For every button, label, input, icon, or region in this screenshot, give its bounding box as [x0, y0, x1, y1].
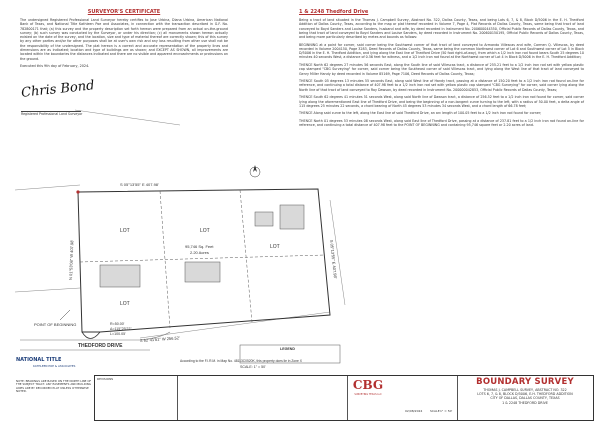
- boundary-curve: [82, 332, 100, 339]
- title-company-logo: NATIONAL TITLE: [16, 357, 62, 363]
- curve-data: [110, 322, 132, 336]
- svg-text:Δ=115°25'22": Δ=115°25'22": [110, 327, 132, 331]
- street-name: THEDFORD DRIVE: [78, 343, 123, 349]
- survey-title: BOUNDARY SURVEY: [476, 377, 574, 387]
- scale-label: SCALE: [430, 409, 440, 413]
- subtitle-line-1: THOMAS J. CAMPBELL SURVEY, ABSTRACT NO. 322: [483, 388, 567, 392]
- company-logo-sub: SURVEYING TEXAS LLC: [354, 393, 382, 396]
- pob-marker: [76, 190, 79, 193]
- bearing-top: S 05°13'55" E 407.98': [120, 182, 159, 187]
- certificate-date: Executed this 9th day of February, 2024.: [20, 63, 90, 68]
- pob-leader: [60, 310, 70, 320]
- description-paragraph: THENCE North 62 degrees 27 minutes 56 seconds East, along the South line of said Villescas tract, a distance of 255.21 feet to a 1/2 inch iron rod set with yellow plastic cap stamped "CBG Surveying" for corner, said corner being the Southeast corner of said Villescas tract, and lying along the West line of that tract of land conveyed to Genry Miller Handy by deed recorded in Volume 85169, Page 7106, Deed Records of Dallas County, Texas;: [299, 63, 584, 76]
- legend-title: LEGEND: [280, 347, 295, 351]
- lot-label-4: LOT: [120, 301, 130, 307]
- lot-label-1: LOT: [120, 228, 130, 234]
- description-paragraph: BEGINNING at a point for corner, said corner being the Southwest corner of that tract of land conveyed to Armando Villescas and wife, Carmen Q. Villescas, by deed recorded in Volume 2004150, Page 3283, Deed Records of Dallas County, Texas, same being the common Northwest corner of Lot 6 and Southwest corner of Lot 5 in Block D/5006 in the E. H. Thedford Addition, and lying along the East line of Thedford Drive (50 foot right-of-way), from which a 1/2 inch iron rod found bears South 25 degrees 10 minutes 40 seconds West, a distance of 0.56 feet for witness, and a 1/2 inch iron rod found at the Northwest corner of Lot 4 in Block D/5006 in the E. H. Thedford Addition;: [299, 42, 584, 60]
- flood-note: According to the F.I.R.M. in Map No. 48113C0520K, this property does lie in Zone X: [180, 359, 302, 363]
- survey-subtitle: [460, 388, 590, 405]
- signature-label: Registered Professional Land Surveyor: [21, 112, 83, 116]
- area-text-acres: 2.20 Acres: [190, 250, 209, 255]
- certificate-body: The undersigned Registered Professional Land Surveyor hereby certifies to Jose Urbina, Diana Urbina, American National Bank of Texas, and National Title Kathleen Poe and Associates, in connection with the transaction described in G.F. No. 782800171 that; (a) this survey and the property description set forth hereon were prepared from an actual on-the-ground survey; (b) such survey was conducted by the Surveyor, or under his direction; (c) all monuments shown hereon actually existed on the date of the survey, and the location, size and type of material thereof are correctly shown; this of this survey by any other parties and/or for other purposes shall be at user's own risk and any loss resulting from other use shall not be the responsibility of the undersigned. The plat hereon is a correct and accurate representation of the property lines and dimensions are as indicated; location and type of buildings are as shown; and EXCEPT AS SHOWN, all improvements are located within the boundaries the distances indicated and there are no visible and apparent encroachments or protrusions on the ground.: [20, 18, 228, 61]
- lot-label-2: LOT: [200, 228, 210, 234]
- certificate-title: SURVEYOR'S CERTIFICATE: [87, 9, 161, 15]
- subtitle-line-4: 1 & 2248 THEDFORD DRIVE: [502, 400, 548, 405]
- bearing-bottom: S 62°41'51" W 256.52': [139, 335, 180, 343]
- svg-text:L=100.05': L=100.05': [110, 332, 126, 336]
- info-column: [177, 376, 348, 420]
- description-paragraph: THENCE South 05 degrees 13 minutes 55 seconds East, along said West line of Handy tract, passing at a distance of 150.20 feet to a 1/2 inch iron rod found on-line for reference, and continuing a total distance of 407.98 feet to a 1/2 inch iron rod set with yellow plastic cap stamped "CBG Surveying" for corner, said corner lying along the North line of that tract of land conveyed to Roy Dawson, by deed recorded in Instrument No. 200000042853, Official Public Records of Dallas County, Texas;: [299, 79, 584, 92]
- subtitle-line-3: CITY OF DALLAS, DALLAS COUNTY, TEXAS: [490, 396, 560, 401]
- company-logo: CBG: [352, 378, 384, 392]
- bearing-left: N 01°53'08" W 407.98': [68, 239, 75, 281]
- revisions-label: REVISIONS: [97, 377, 114, 381]
- revisions-column: [95, 376, 178, 420]
- scale-value: 1" = 50': [440, 409, 453, 413]
- area-text-sqft: 95,746 Sq. Feet: [185, 244, 214, 249]
- description-paragraph: THENCE Along said curve to the left, along the East line of said Thedford Drive, an arc length of 100.05 feet to a 1/2 inch iron rod found for corner;: [299, 111, 542, 116]
- date-text: 02/08/2024: [405, 409, 423, 413]
- description-paragraph: THENCE South 62 degrees 41 minutes 51 seconds West, along said North line of Dawson tract, a distance of 256.52 feet to a 1/2 inch iron rod found for corner, said corner lying along the aforementioned East line of Thedford Drive, and being the beginning of a non-tangent curve turning to the left, with a radius of 50.00 feet, a delta angle of 115 degrees 25 minutes 22 seconds, a chord bearing of North 45 degrees 53 minutes 34 seconds West, and a chord length of 66.78 feet;: [299, 95, 584, 108]
- property-address-title: 1 & 2248 Thedford Drive: [299, 9, 369, 15]
- pob-label: POINT OF BEGINNING: [34, 322, 77, 327]
- bearing-right: S 05°13'55" E 407.98': [329, 239, 339, 279]
- title-company-sub: KATHLEEN POE & ASSOCIATES: [33, 364, 76, 368]
- lot-label-3: LOT: [270, 244, 280, 250]
- surveyor-signature: Chris Bond: [20, 78, 96, 101]
- north-arrow-icon: [250, 165, 260, 177]
- scale-text: SCALE: 1" = 50': [240, 365, 266, 369]
- survey-notes: NOTE: BEARINGS ARE BASED ON THE NORTH LINE OF THE SUBJECT TRACT. ANY EASEMENTS AND BUILDING LINES ARE BY RECORDED PLAT UNLESS OTHERWISE NOTED.: [16, 379, 92, 393]
- svg-text:R=50.00': R=50.00': [110, 322, 125, 326]
- subtitle-line-2: LOTS 6, 7, & 8, BLOCK D/5006, E.H. THEDFORD ADDITION: [477, 392, 573, 397]
- description-paragraph: Being a tract of land situated in the Thomas J. Campbell Survey, Abstract No. 322, Dallas County, Texas, and being Lots 6, 7, & 8, Block D/5006 in the E. H. Thedford Addition of Dallas County, Texas, according to the map or plat thereof recorded in Volume 7, Page 4, Plat Records of Dallas County, Texas, same being that tract of land conveyed to Boyd Sanders and Louise Sanders, husband and wife, by deed recorded in Instrument No. 200600044350, Official Public Records of Dallas County, Texas, and being that tract of land conveyed to Boyd Sanders and Louise Sanders, by deed recorded in Instrument No. 200600150195, Official Public Records of Dallas County, Texas, and being more particularly described by metes and bounds as follows:: [299, 18, 584, 39]
- description-paragraph: THENCE North 01 degrees 53 minutes 08 seconds West, along said East line of Thedford Drive, passing at a distance of 237.81 feet to a 1/2 inch iron rod found on-line for reference, and continuing a total distance of 407.98 feet to the POINT OF BEGINNING and containing 95,746 square feet or 2.20 acres of land.: [299, 119, 584, 128]
